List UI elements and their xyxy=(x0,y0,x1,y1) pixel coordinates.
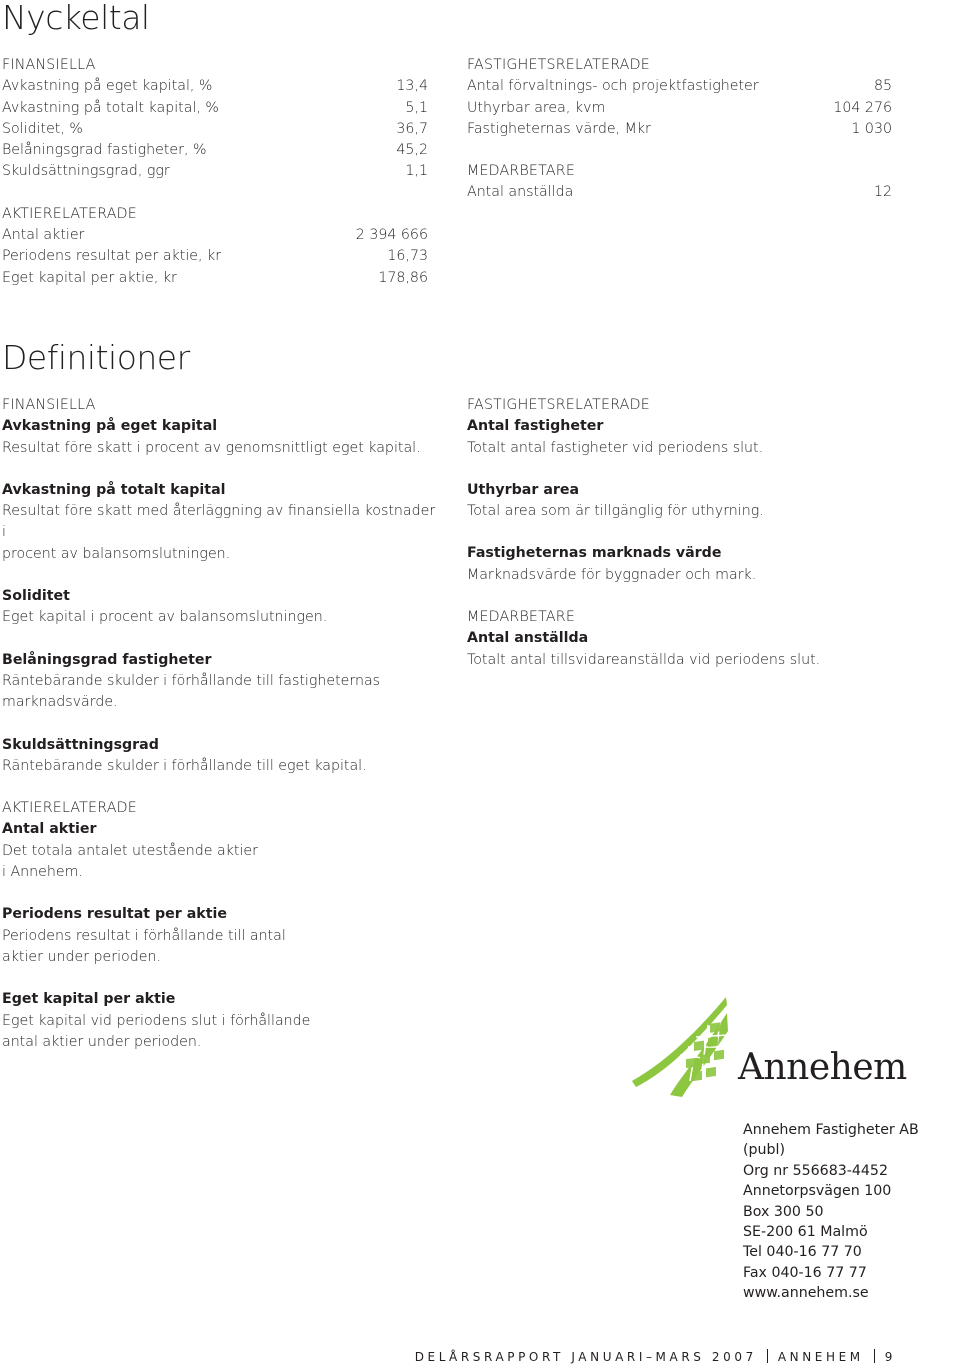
definition-term: Antal fastigheter xyxy=(467,418,604,435)
page-title: Nyckeltal xyxy=(2,0,150,37)
key-figure-label: Belåningsgrad fastigheter, % xyxy=(2,142,207,159)
definition-item xyxy=(467,543,887,586)
medarbetare-definitions xyxy=(467,628,887,671)
section-heading: FINANSIELLA xyxy=(2,397,96,413)
definition-text: marknadsvärde. xyxy=(2,694,118,711)
company-address xyxy=(743,1120,960,1304)
key-figures-right xyxy=(467,55,892,225)
annehem-leaf-icon xyxy=(630,995,734,1099)
footer-separator xyxy=(874,1349,875,1363)
definitions-right xyxy=(467,395,887,692)
key-figure-row xyxy=(2,161,428,182)
key-figure-value: 16,73 xyxy=(387,248,428,265)
key-figure-label: Uthyrbar area, kvm xyxy=(467,99,606,116)
key-figure-row xyxy=(2,246,428,267)
key-figure-label: Antal aktier xyxy=(2,227,85,244)
finansiella-rows xyxy=(2,76,428,182)
key-figure-value: 36,7 xyxy=(396,120,428,137)
definition-text: Det totala antalet utestående aktier xyxy=(2,842,258,859)
definition-term: Periodens resultat per aktie xyxy=(2,906,227,923)
fastighetsrelaterade-definitions xyxy=(467,416,887,586)
definition-item xyxy=(2,586,442,629)
key-figure-label: Antal förvaltnings- och projektfastigheter xyxy=(467,78,759,95)
key-figure-value: 1 030 xyxy=(851,120,892,137)
definition-item xyxy=(467,416,887,459)
section-heading: FASTIGHETSRELATERADE xyxy=(467,57,650,73)
key-figure-label: Eget kapital per aktie, kr xyxy=(2,269,177,286)
definition-text: Resultat före skatt i procent av genomsnittligt eget kapital. xyxy=(2,439,421,456)
key-figure-label: Avkastning på totalt kapital, % xyxy=(2,99,219,116)
definition-item xyxy=(2,650,442,714)
address-line: Annehem Fastigheter AB (publ) xyxy=(743,1122,919,1159)
definition-text: Total area som är tillgänglig för uthyrning. xyxy=(467,503,764,520)
section-heading: AKTIERELATERADE xyxy=(2,205,137,222)
fastighetsrelaterade-section xyxy=(467,55,892,140)
key-figure-row xyxy=(2,76,428,97)
finansiella-section xyxy=(2,55,428,183)
key-figure-value: 178,86 xyxy=(378,269,428,286)
key-figure-label: Antal anställda xyxy=(467,184,574,201)
section-heading: FASTIGHETSRELATERADE xyxy=(467,397,650,413)
definitions-left xyxy=(2,395,442,1074)
definition-term: Avkastning på eget kapital xyxy=(2,418,218,435)
section-heading: AKTIERELATERADE xyxy=(2,800,137,817)
logo-wordmark: Annehem xyxy=(738,1047,907,1088)
aktierelaterade-definitions xyxy=(2,819,442,1053)
medarbetare-section xyxy=(467,161,892,204)
key-figure-value: 45,2 xyxy=(396,142,428,159)
definition-text: Resultat före skatt med återläggning av finansiella kostnader i xyxy=(2,503,436,541)
key-figure-value: 13,4 xyxy=(396,78,428,95)
address-line: Tel 040-16 77 70 xyxy=(743,1244,862,1261)
key-figure-value: 1,1 xyxy=(405,163,428,180)
address-line: Box 300 50 xyxy=(743,1203,824,1220)
key-figure-label: Fastigheternas värde, Mkr xyxy=(467,120,651,137)
definition-item xyxy=(2,480,442,565)
definition-text: procent av balansomslutningen. xyxy=(2,545,231,562)
definition-term: Soliditet xyxy=(2,588,70,605)
definition-text: Marknadsvärde för byggnader och mark. xyxy=(467,566,757,583)
definition-term: Uthyrbar area xyxy=(467,481,580,498)
key-figure-value: 104 276 xyxy=(833,99,892,116)
definition-term: Belåningsgrad fastigheter xyxy=(2,651,212,668)
key-figure-row xyxy=(467,182,892,203)
finansiella-definitions xyxy=(2,416,442,777)
key-figure-label: Avkastning på eget kapital, % xyxy=(2,78,213,95)
footer-separator xyxy=(767,1349,768,1363)
definition-term: Avkastning på totalt kapital xyxy=(2,481,226,498)
address-line: SE-200 61 Malmö xyxy=(743,1224,868,1241)
key-figure-label: Skuldsättningsgrad, ggr xyxy=(2,163,170,180)
definition-item xyxy=(2,819,442,883)
key-figure-row xyxy=(2,119,428,140)
definition-term: Skuldsättningsgrad xyxy=(2,736,159,753)
address-line: Fax 040-16 77 77 xyxy=(743,1264,867,1281)
definition-text: Räntebärande skulder i förhållande till fastigheternas xyxy=(2,672,381,689)
definition-item xyxy=(2,904,442,968)
definition-item xyxy=(2,416,442,459)
key-figure-value: 5,1 xyxy=(405,99,428,116)
definition-item xyxy=(2,989,442,1053)
key-figure-row xyxy=(2,225,428,246)
key-figure-row xyxy=(467,119,892,140)
key-figure-label: Periodens resultat per aktie, kr xyxy=(2,248,222,265)
key-figure-value: 2 394 666 xyxy=(355,227,428,244)
definition-text: Totalt antal fastigheter vid periodens slut. xyxy=(467,439,764,456)
definitions-title: Definitioner xyxy=(2,338,190,377)
definition-text: Eget kapital i procent av balansomslutningen. xyxy=(2,609,328,626)
definition-term: Fastigheternas marknads värde xyxy=(467,545,722,562)
definition-item xyxy=(467,480,887,523)
definition-term: Eget kapital per aktie xyxy=(2,991,176,1008)
section-heading: MEDARBETARE xyxy=(467,609,575,626)
key-figure-row xyxy=(2,98,428,119)
medarbetare-rows xyxy=(467,182,892,203)
key-figure-row xyxy=(467,76,892,97)
footer-report: DELÅRSRAPPORT JANUARI–MARS 2007 xyxy=(414,1350,757,1364)
aktierelaterade-rows xyxy=(2,225,428,289)
address-line: Annetorpsvägen 100 xyxy=(743,1183,892,1200)
key-figures-left xyxy=(2,55,428,310)
address-lines xyxy=(743,1120,960,1304)
key-figure-row xyxy=(2,268,428,289)
definition-term: Antal aktier xyxy=(2,821,97,838)
definition-text: Totalt antal tillsvidareanställda vid periodens slut. xyxy=(467,651,821,668)
aktierelaterade-section xyxy=(2,204,428,289)
footer-page-number: 9 xyxy=(884,1350,896,1364)
definition-text: Eget kapital vid periodens slut i förhållande xyxy=(2,1012,311,1029)
definition-text: aktier under perioden. xyxy=(2,948,161,965)
definition-text: Periodens resultat i förhållande till antal xyxy=(2,927,286,944)
definition-text: i Annehem. xyxy=(2,864,83,881)
key-figure-row xyxy=(2,140,428,161)
key-figure-label: Soliditet, % xyxy=(2,120,83,137)
definition-item xyxy=(2,735,442,778)
footer-company: ANNEHEM xyxy=(777,1350,864,1364)
fastighetsrelaterade-rows xyxy=(467,76,892,140)
definition-item xyxy=(467,628,887,671)
address-line: Org nr 556683-4452 xyxy=(743,1162,888,1179)
section-heading: MEDARBETARE xyxy=(467,163,575,180)
definition-text: antal aktier under perioden. xyxy=(2,1033,202,1050)
definition-term: Antal anställda xyxy=(467,630,589,647)
key-figure-value: 12 xyxy=(873,184,892,201)
key-figure-value: 85 xyxy=(873,78,892,95)
section-heading: FINANSIELLA xyxy=(2,57,96,73)
key-figure-row xyxy=(467,98,892,119)
page-footer xyxy=(415,1349,896,1364)
definition-text: Räntebärande skulder i förhållande till eget kapital. xyxy=(2,757,367,774)
company-logo xyxy=(630,995,910,1100)
address-line: www.annehem.se xyxy=(743,1285,869,1302)
